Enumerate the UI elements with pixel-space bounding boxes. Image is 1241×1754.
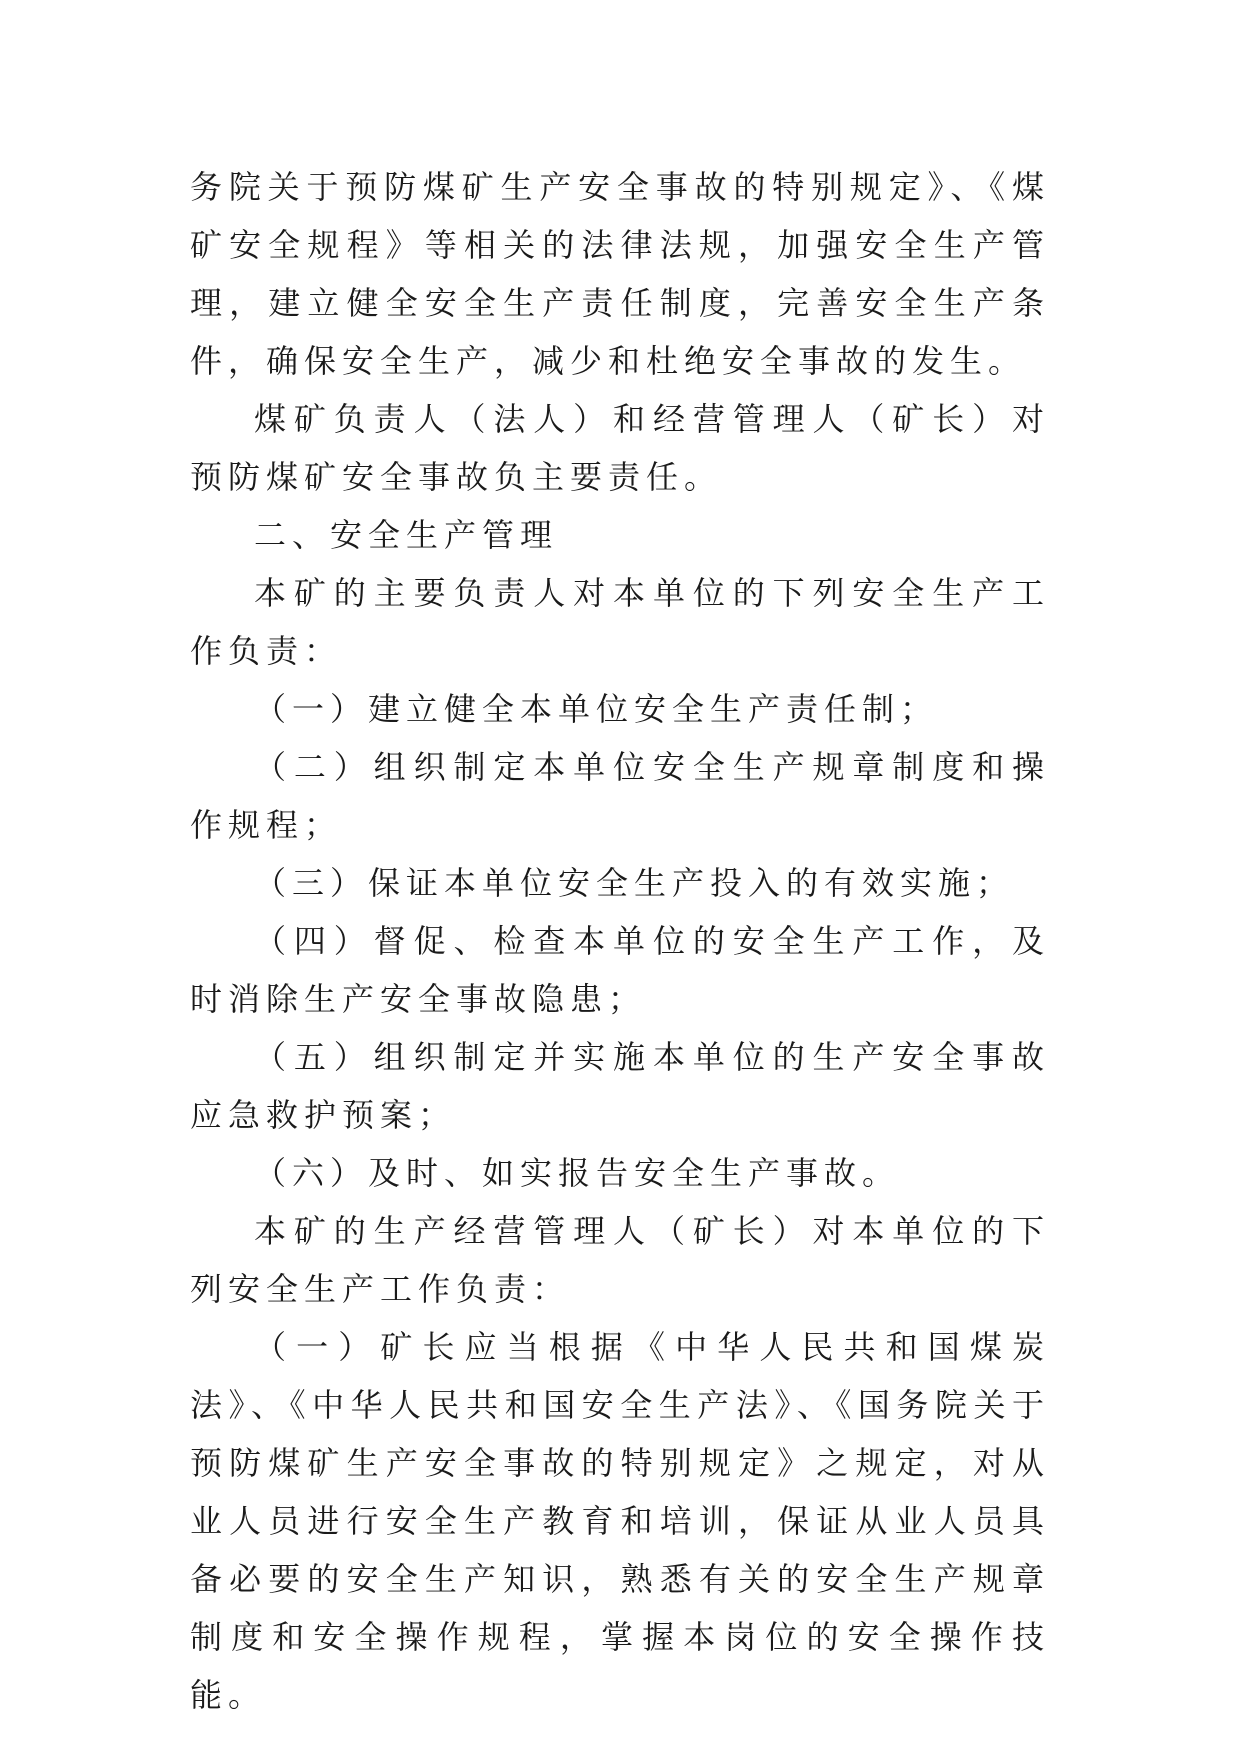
document-body [190,158,1050,1724]
paragraph-principal-duties-intro: 本矿的主要负责人对本单位的下列安全生产工作负责： [190,574,1050,670]
list-item-principal-1: （一）建立健全本单位安全生产责任制； [254,690,939,728]
list-item-principal-3: （三）保证本单位安全生产投入的有效实施； [254,864,1015,902]
section-heading-safety-management: 二、安全生产管理 [254,516,559,554]
paragraph-responsibility: 煤矿负责人（法人）和经营管理人（矿长）对预防煤矿安全事故负主要责任。 [190,400,1050,496]
list-item-principal-5: （五）组织制定并实施本单位的生产安全事故应急救护预案； [190,1038,1050,1134]
list-item-principal-2: （二）组织制定本单位安全生产规章制度和操作规程； [190,748,1050,844]
list-item-principal-4: （四）督促、检查本单位的安全生产工作，及时消除生产安全事故隐患； [190,922,1050,1018]
list-item-principal-6: （六）及时、如实报告安全生产事故。 [254,1154,901,1192]
list-item-manager-1: （一）矿长应当根据《中华人民共和国煤炭法》、《中华人民共和国安全生产法》、《国务院关于预防煤矿生产安全事故的特别规定》之规定，对从业人员进行安全生产教育和培训，保证从业人员具备必要的安全生产知识，熟悉有关的安全生产规章制度和安全操作规程，掌握本岗位的安全操作技能。 [190,1328,1050,1714]
paragraph-regulations-intro: 务院关于预防煤矿生产安全事故的特别规定》、《煤矿安全规程》等相关的法律法规，加强安全生产管理，建立健全安全生产责任制度，完善安全生产条件，确保安全生产，减少和杜绝安全事故的发生。 [190,168,1050,380]
paragraph-manager-duties-intro: 本矿的生产经营管理人（矿长）对本单位的下列安全生产工作负责： [190,1212,1050,1308]
